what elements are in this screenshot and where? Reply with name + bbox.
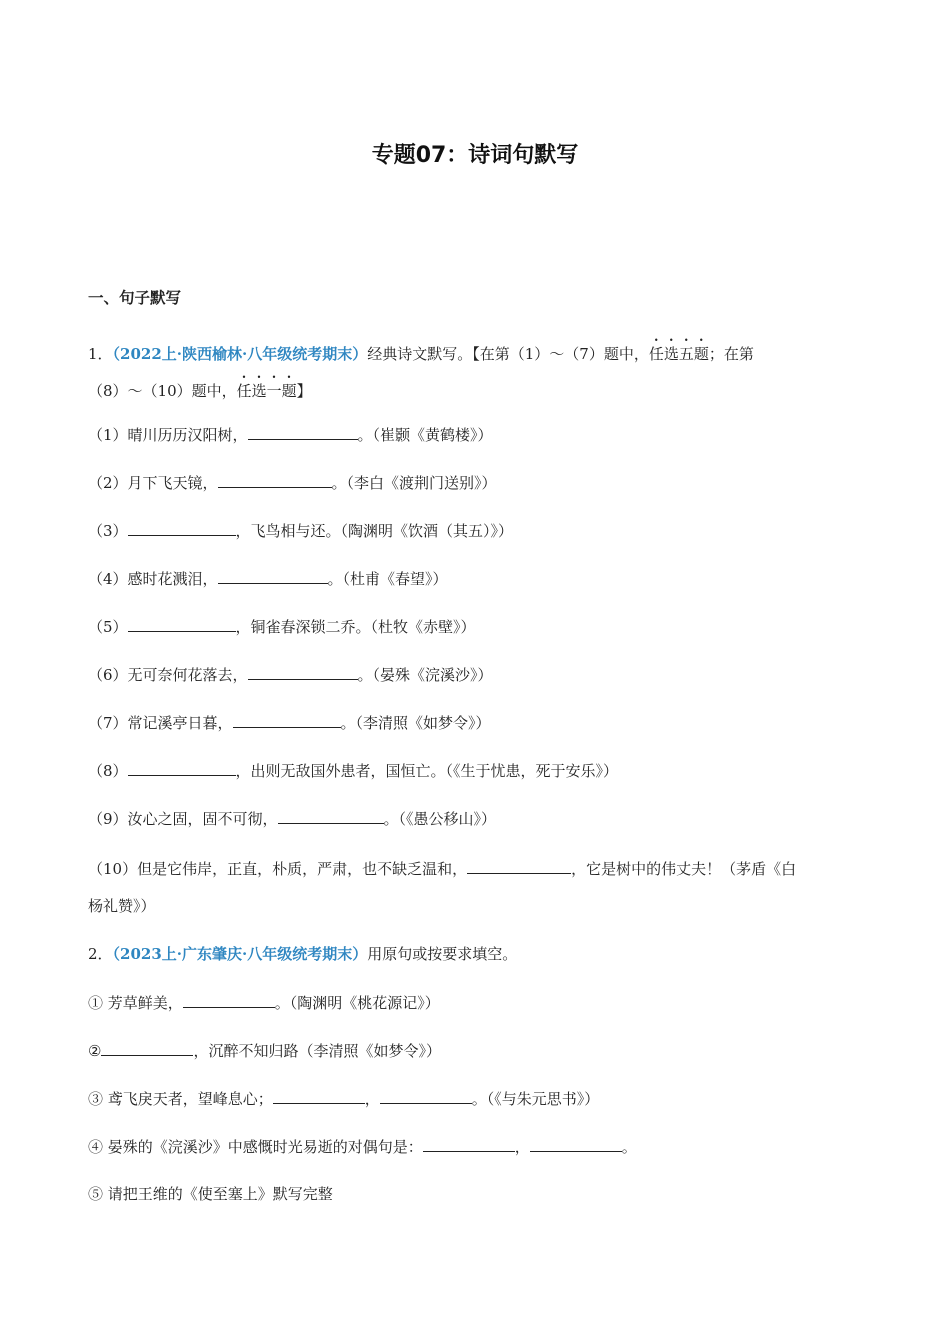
list-item: [88, 808, 868, 829]
item-text: （9）汝心之固，固不可彻，: [88, 810, 278, 828]
item-text: （10）但是它伟岸，正直，朴质，严肃，也不缺乏温和，: [88, 860, 468, 878]
question-2-header: [88, 944, 868, 964]
item-text: ，: [514, 1138, 530, 1156]
list-item: ⑤ 请把王维的《使至塞上》默写完整: [88, 1185, 333, 1203]
answer-blank[interactable]: [530, 1136, 622, 1152]
answer-blank[interactable]: [248, 424, 358, 440]
item-text: ③ 鸢飞戾天者，望峰息心；: [88, 1090, 273, 1108]
list-item: [88, 424, 868, 445]
list-item: [88, 712, 868, 733]
item-text: 。（晏殊《浣溪沙》）: [357, 666, 493, 684]
section-heading: 一、句子默写: [88, 289, 182, 307]
item-text: ，飞鸟相与还。（陶渊明《饮酒（其五）》）: [235, 522, 514, 540]
list-item: [88, 992, 868, 1013]
question-source: （2022上·陕西榆林·八年级统考期末）: [112, 345, 368, 363]
item-text: （3）: [88, 522, 128, 540]
item-text: 。（《愚公移山》）: [383, 810, 497, 828]
answer-blank[interactable]: [273, 1088, 365, 1104]
page-title: 专题07：诗词句默写: [371, 143, 579, 168]
item-text: 。（杜甫《春望》）: [327, 570, 448, 588]
item-text: ，出则无敌国外患者，国恒亡。（《生于忧患，死于安乐》）: [235, 762, 619, 780]
list-item: [88, 664, 868, 685]
item-text: 。（陶渊明《桃花源记》）: [274, 994, 440, 1012]
item-text: ，铜雀春深锁二乔。（杜牧《赤壁》）: [235, 618, 476, 636]
item-text: 。（李白《渡荆门送别》）: [331, 474, 497, 492]
item-text: 。（崔颢《黄鹤楼》）: [357, 426, 493, 444]
answer-blank[interactable]: [128, 760, 236, 776]
item-text: 。（李清照《如梦令》）: [340, 714, 491, 732]
item-text: ① 芳草鲜美，: [88, 994, 183, 1012]
list-item: [88, 858, 868, 879]
answer-blank[interactable]: [128, 616, 236, 632]
item-text: 。: [621, 1138, 637, 1156]
question-text: （8）～（10）题中，: [88, 382, 237, 400]
question-text: ；在第: [708, 345, 754, 363]
question-text: 】: [296, 382, 312, 400]
question-text: 经典诗文默写。【在第（1）～（7）题中，: [367, 345, 649, 363]
answer-blank[interactable]: [248, 664, 358, 680]
list-item: [88, 1088, 868, 1109]
item-text: （7）常记溪亭日暮，: [88, 714, 233, 732]
item-text: ④ 晏殊的《浣溪沙》中感慨时光易逝的对偶句是：: [88, 1138, 423, 1156]
answer-blank[interactable]: [218, 568, 328, 584]
list-item: [88, 760, 868, 781]
list-item-cont: 杨礼赞》）: [88, 897, 156, 915]
item-text: （4）感时花溅泪，: [88, 570, 218, 588]
question-1-header: [88, 336, 868, 364]
list-item: [88, 472, 868, 493]
answer-blank[interactable]: [233, 712, 341, 728]
answer-blank[interactable]: [278, 808, 384, 824]
question-number: 1．: [88, 345, 113, 363]
item-text: （1）晴川历历汉阳树，: [88, 426, 248, 444]
item-text: （5）: [88, 618, 128, 636]
question-text: 用原句或按要求填空。: [367, 945, 518, 963]
answer-blank[interactable]: [128, 520, 236, 536]
answer-blank[interactable]: [467, 858, 571, 874]
answer-blank[interactable]: [183, 992, 275, 1008]
list-item: [88, 1136, 868, 1157]
item-text: （8）: [88, 762, 128, 780]
answer-blank[interactable]: [423, 1136, 515, 1152]
question-1-header-cont: [88, 373, 868, 401]
list-item: [88, 520, 868, 541]
list-item: [88, 616, 868, 637]
list-item: [88, 1040, 868, 1061]
answer-blank[interactable]: [380, 1088, 472, 1104]
question-number: 2．: [88, 945, 113, 963]
item-text: 。（《与朱元思书》）: [471, 1090, 600, 1108]
item-text: ，: [364, 1090, 380, 1108]
item-text: ，沉醉不知归路（李清照《如梦令》）: [193, 1042, 441, 1060]
answer-blank[interactable]: [101, 1040, 193, 1056]
item-text: ②: [88, 1042, 102, 1060]
emphasis-text: 任选一题: [236, 382, 297, 400]
emphasis-text: 任选五题: [648, 345, 709, 363]
item-text: （6）无可奈何花落去，: [88, 666, 248, 684]
question-source: （2023上·广东肇庆·八年级统考期末）: [112, 945, 368, 963]
answer-blank[interactable]: [218, 472, 332, 488]
item-text: ，它是树中的伟丈夫！（茅盾《白: [571, 860, 797, 878]
list-item: [88, 568, 868, 589]
item-text: （2）月下飞天镜，: [88, 474, 218, 492]
